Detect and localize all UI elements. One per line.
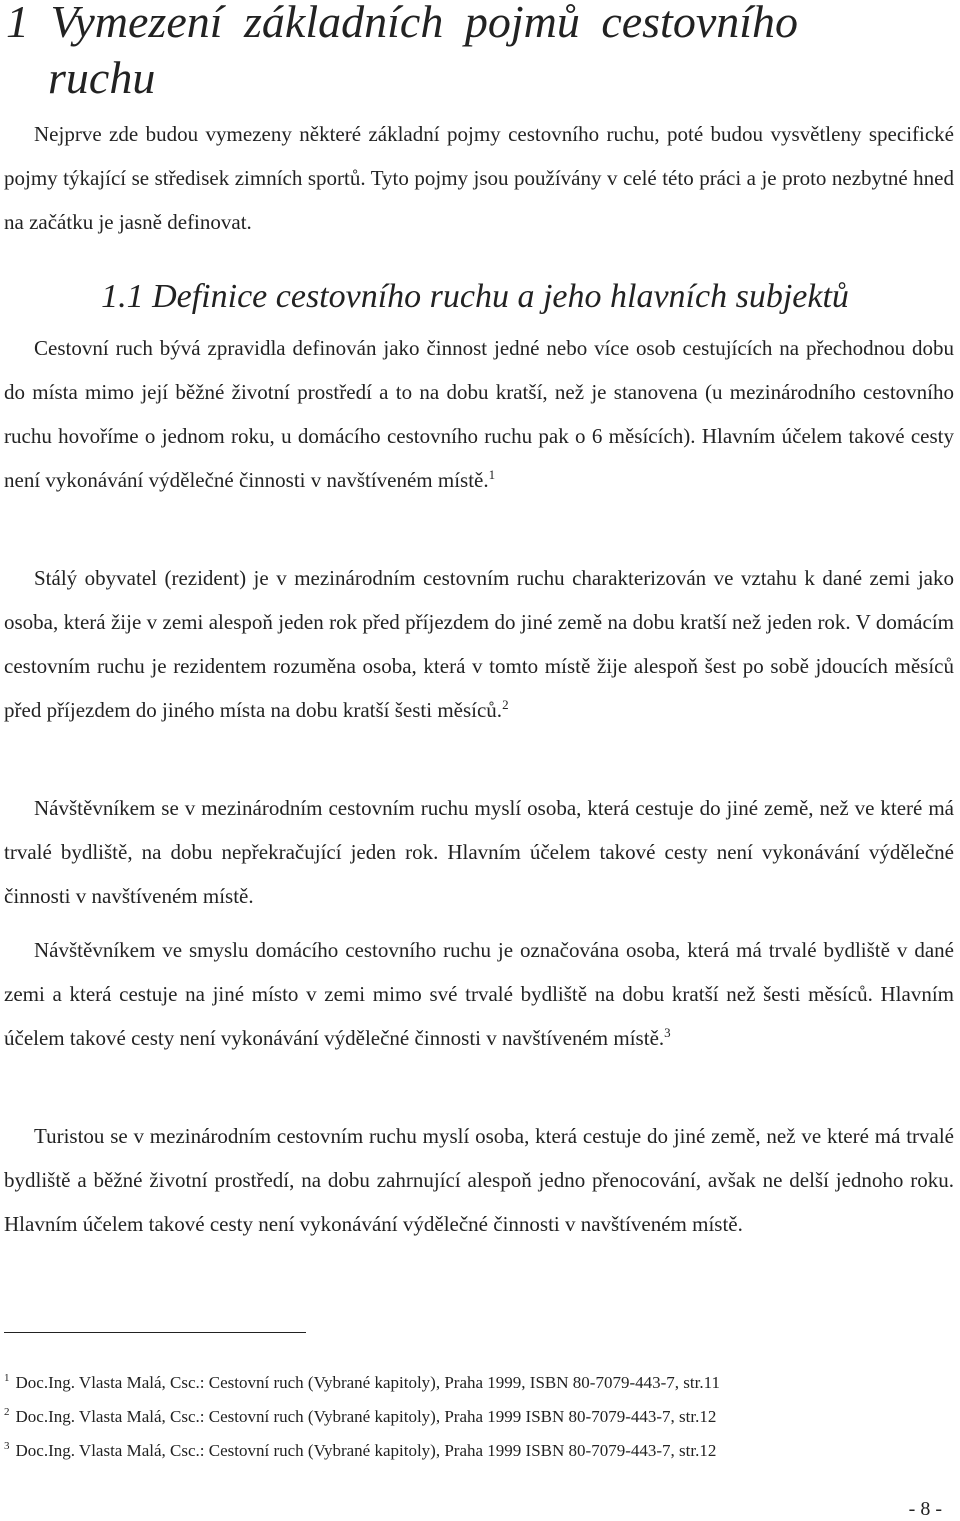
footnote-2 xyxy=(4,1406,954,1428)
paragraph-visitor-international xyxy=(4,786,954,918)
footnote-1 xyxy=(4,1372,954,1394)
footnote-text: Doc.Ing. Vlasta Malá, Csc.: Cestovní ruch (Vybrané kapitoly), Praha 1999 ISBN 80-7079-443-7, str.12 xyxy=(15,1407,717,1426)
chapter-heading xyxy=(6,0,956,106)
footnote-text: Doc.Ing. Vlasta Malá, Csc.: Cestovní ruch (Vybrané kapitoly), Praha 1999, ISBN 80-7079-443-7, str.11 xyxy=(15,1373,720,1392)
paragraph-text: Návštěvníkem ve smyslu domácího cestovního ruchu je označována osoba, která má trvalé bydliště v dané zemi a která cestuje na jiné místo v zemi mimo své trvalé bydliště na dobu kratší než šesti měsíců. Hlavním účelem takové cesty není vykonávání výdělečné činnosti v navštíveném místě. xyxy=(4,938,954,1050)
footnote-text: Doc.Ing. Vlasta Malá, Csc.: Cestovní ruch (Vybrané kapitoly), Praha 1999 ISBN 80-7079-443-7, str.12 xyxy=(15,1441,717,1460)
footnote-ref[interactable]: 3 xyxy=(664,1025,671,1040)
chapter-heading-line2: ruchu xyxy=(48,52,156,103)
footnote-number: 3 xyxy=(4,1440,10,1453)
paragraph-definition xyxy=(4,326,954,502)
footnote-ref[interactable]: 2 xyxy=(502,697,509,712)
footnote-ref[interactable]: 1 xyxy=(488,467,496,482)
footnote-separator xyxy=(4,1332,306,1333)
paragraph-text: Cestovní ruch bývá zpravidla definován jako činnost jedné nebo více osob cestujících na přechodnou dobu do místa mimo její běžné životní prostředí a to na dobu kratší, než je stanovena (u mezinárodního cestovního ruchu hovoříme o jednom roku, u domácího cestovního ruchu pak o 6 měsících). Hlavním účelem takové cesty není vykonávání výdělečné činnosti v navštíveném místě. xyxy=(4,336,954,492)
paragraph-resident xyxy=(4,556,954,732)
footnote-number: 2 xyxy=(4,1406,10,1419)
paragraph-visitor-domestic xyxy=(4,928,954,1060)
footnote-number: 1 xyxy=(4,1372,10,1385)
chapter-heading-line1: 1 Vymezení základních pojmů cestovního xyxy=(6,0,799,47)
paragraph-text: Stálý obyvatel (rezident) je v mezinárodním cestovním ruchu charakterizován ve vztahu k dané zemi jako osoba, která žije v zemi alespoň jeden rok před příjezdem do jiné země na dobu kratší než jeden rok. V domácím cestovním ruchu je rezidentem rozuměna osoba, která v tomto místě žije alespoň šest po sobě jdoucích měsíců před příjezdem do jiného místa na dobu kratší šesti měsíců. xyxy=(4,566,954,722)
paragraph-tourist xyxy=(4,1114,954,1246)
paragraph-text: Turistou se v mezinárodním cestovním ruchu myslí osoba, která cestuje do jiné země, než ve které má trvalé bydliště a běžné životní prostředí, na dobu zahrnující alespoň jedno přenocování, avšak ne delší jednoho roku. Hlavním účelem takové cesty není vykonávání výdělečné činnosti v navštíveném místě. xyxy=(4,1124,954,1236)
section-heading: 1.1 Definice cestovního ruchu a jeho hlavních subjektů xyxy=(101,278,849,315)
page-number: - 8 - xyxy=(908,1498,942,1520)
intro-paragraph: Nejprve zde budou vymezeny některé základní pojmy cestovního ruchu, poté budou vysvětleny specifické pojmy týkající se středisek zimních sportů. Tyto pojmy jsou používány v celé této práci a je proto nezbytné hned na začátku je jasně definovat. xyxy=(4,122,954,234)
footnote-3 xyxy=(4,1440,954,1462)
paragraph-text: Návštěvníkem se v mezinárodním cestovním ruchu myslí osoba, která cestuje do jiné země, než ve které má trvalé bydliště, na dobu nepřekračující jeden rok. Hlavním účelem takové cesty není vykonávání výdělečné činnosti v navštíveném místě. xyxy=(4,796,954,908)
